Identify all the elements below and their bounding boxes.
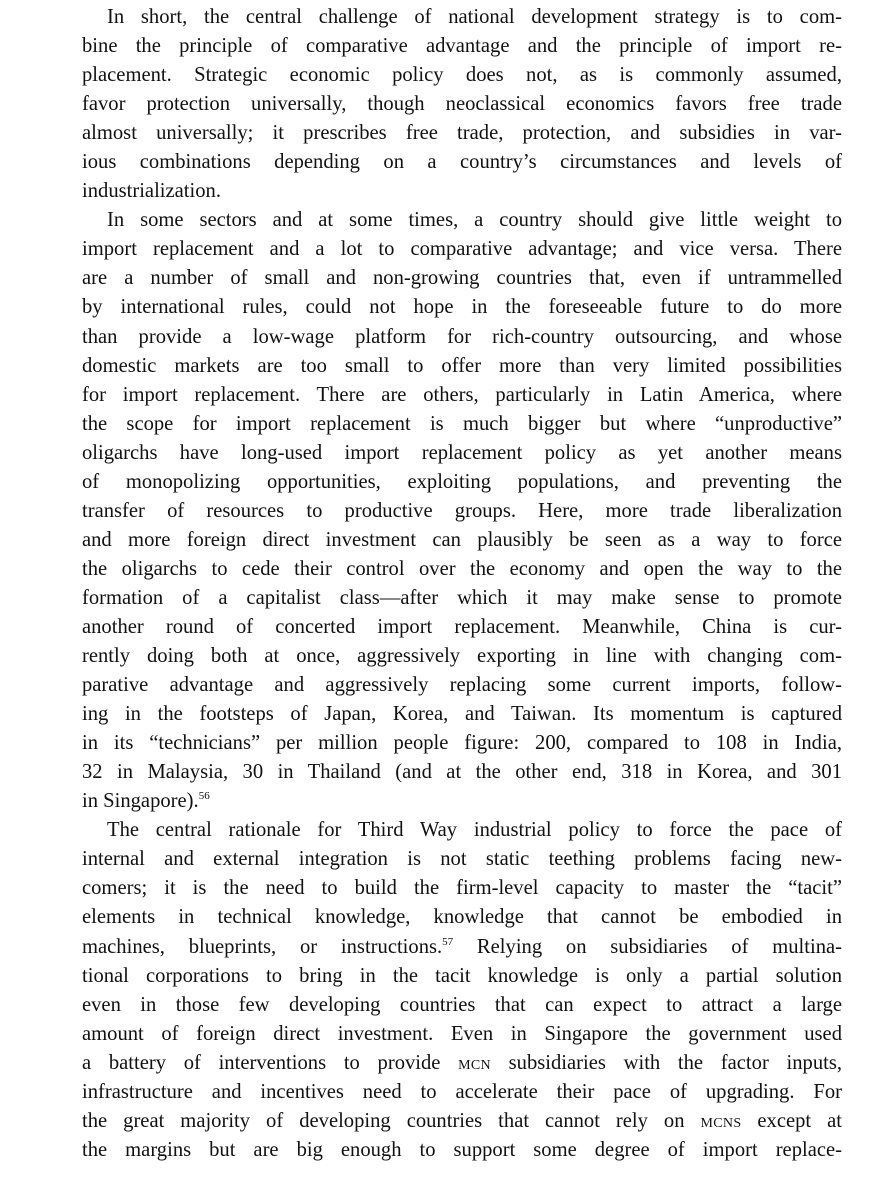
text-line: another round of concerted import replacement. Meanwhile, China is cur- <box>82 615 842 638</box>
text-line: In short, the central challenge of national development strategy is to com- <box>107 6 842 28</box>
text-line: industrialization. <box>82 180 221 203</box>
acronym-mcn: mcn <box>458 1051 491 1074</box>
text-line: domestic markets are too small to offer more than very limited possibilities <box>82 354 842 377</box>
text-line <box>82 787 842 816</box>
text-line: parative advantage and aggressively replacing some current imports, follow- <box>82 674 842 697</box>
paragraph-3 <box>82 816 842 1165</box>
paragraph-1 <box>82 3 842 206</box>
text-line <box>82 1107 842 1136</box>
text-line: ing in the footsteps of Japan, Korea, and Taiwan. Its momentum is captured <box>82 703 842 726</box>
text-line: even in those few developing countries that can expect to attract a large <box>82 993 842 1016</box>
paragraph-2 <box>82 206 842 816</box>
text-fragment: except at <box>741 1109 842 1132</box>
text-line: import replacement and a lot to comparative advantage; and vice versa. There <box>82 238 842 261</box>
text-line: oligarchs have long-used import replacement policy as yet another means <box>82 441 842 464</box>
text-line: placement. Strategic economic policy does not, as is commonly assumed, <box>82 64 842 87</box>
text-line: In some sectors and at some times, a country should give little weight to <box>107 209 842 232</box>
text-line: and more foreign direct investment can plausibly be seen as a way to force <box>82 528 842 551</box>
text-line: are a number of small and non-growing countries that, even if untrammelled <box>82 267 842 290</box>
text-line: than provide a low-wage platform for rich-country outsourcing, and whose <box>82 325 842 348</box>
text-line: almost universally; it prescribes free trade, protection, and subsidies in var- <box>82 122 842 145</box>
text-line: of monopolizing opportunities, exploiting populations, and preventing the <box>82 470 842 493</box>
text-line: in its “technicians” per million people figure: 200, compared to 108 in India, <box>82 732 842 755</box>
text-line: ious combinations depending on a country’s circumstances and levels of <box>82 151 842 174</box>
text-line: 32 in Malaysia, 30 in Thailand (and at the other end, 318 in Korea, and 301 <box>82 761 842 784</box>
text-line: for import replacement. There are others, particularly in Latin America, where <box>82 383 842 406</box>
text-fragment: Relying on subsidiaries of multina- <box>453 935 842 958</box>
text-line: bine the principle of comparative advantage and the principle of import re- <box>82 35 842 58</box>
text-fragment: a battery of interventions to provide <box>82 1051 459 1074</box>
text-fragment: subsidiaries with the factor inputs, <box>490 1051 842 1074</box>
footnote-ref-56[interactable]: 56 <box>198 790 210 803</box>
text-fragment: in Singapore). <box>82 790 199 813</box>
text-line: The central rationale for Third Way industrial policy to force the pace of <box>107 819 842 842</box>
text-line: transfer of resources to productive groups. Here, more trade liberalization <box>82 499 842 522</box>
text-line: internal and external integration is not static teething problems facing new- <box>82 848 842 871</box>
text-line: infrastructure and incentives need to accelerate their pace of upgrading. For <box>82 1080 842 1103</box>
text-fragment: machines, blueprints, or instructions. <box>82 935 443 958</box>
text-line: comers; it is the need to build the firm-level capacity to master the “tacit” <box>82 877 842 900</box>
text-line: elements in technical knowledge, knowledge that cannot be embodied in <box>82 906 842 929</box>
text-line <box>82 1049 842 1078</box>
text-line <box>82 933 842 962</box>
text-line: rently doing both at once, aggressively exporting in line with changing com- <box>82 645 842 668</box>
text-line: formation of a capitalist class—after which it may make sense to promote <box>82 586 842 609</box>
text-line: the oligarchs to cede their control over the economy and open the way to the <box>82 557 842 580</box>
acronym-mcns: mcns <box>700 1109 742 1132</box>
text-line: by international rules, could not hope in the foreseeable future to do more <box>82 296 842 319</box>
text-line: favor protection universally, though neoclassical economics favors free trade <box>82 93 842 116</box>
footnote-ref-57[interactable]: 57 <box>442 935 454 948</box>
document-page <box>82 3 842 1165</box>
text-fragment: the great majority of developing countries that cannot rely on <box>82 1109 701 1132</box>
text-line: the margins but are big enough to support some degree of import replace- <box>82 1138 842 1161</box>
text-line: amount of foreign direct investment. Even in Singapore the government used <box>82 1022 842 1045</box>
text-line: tional corporations to bring in the tacit knowledge is only a partial solution <box>82 964 842 987</box>
text-line: the scope for import replacement is much bigger but where “unproductive” <box>82 412 842 435</box>
